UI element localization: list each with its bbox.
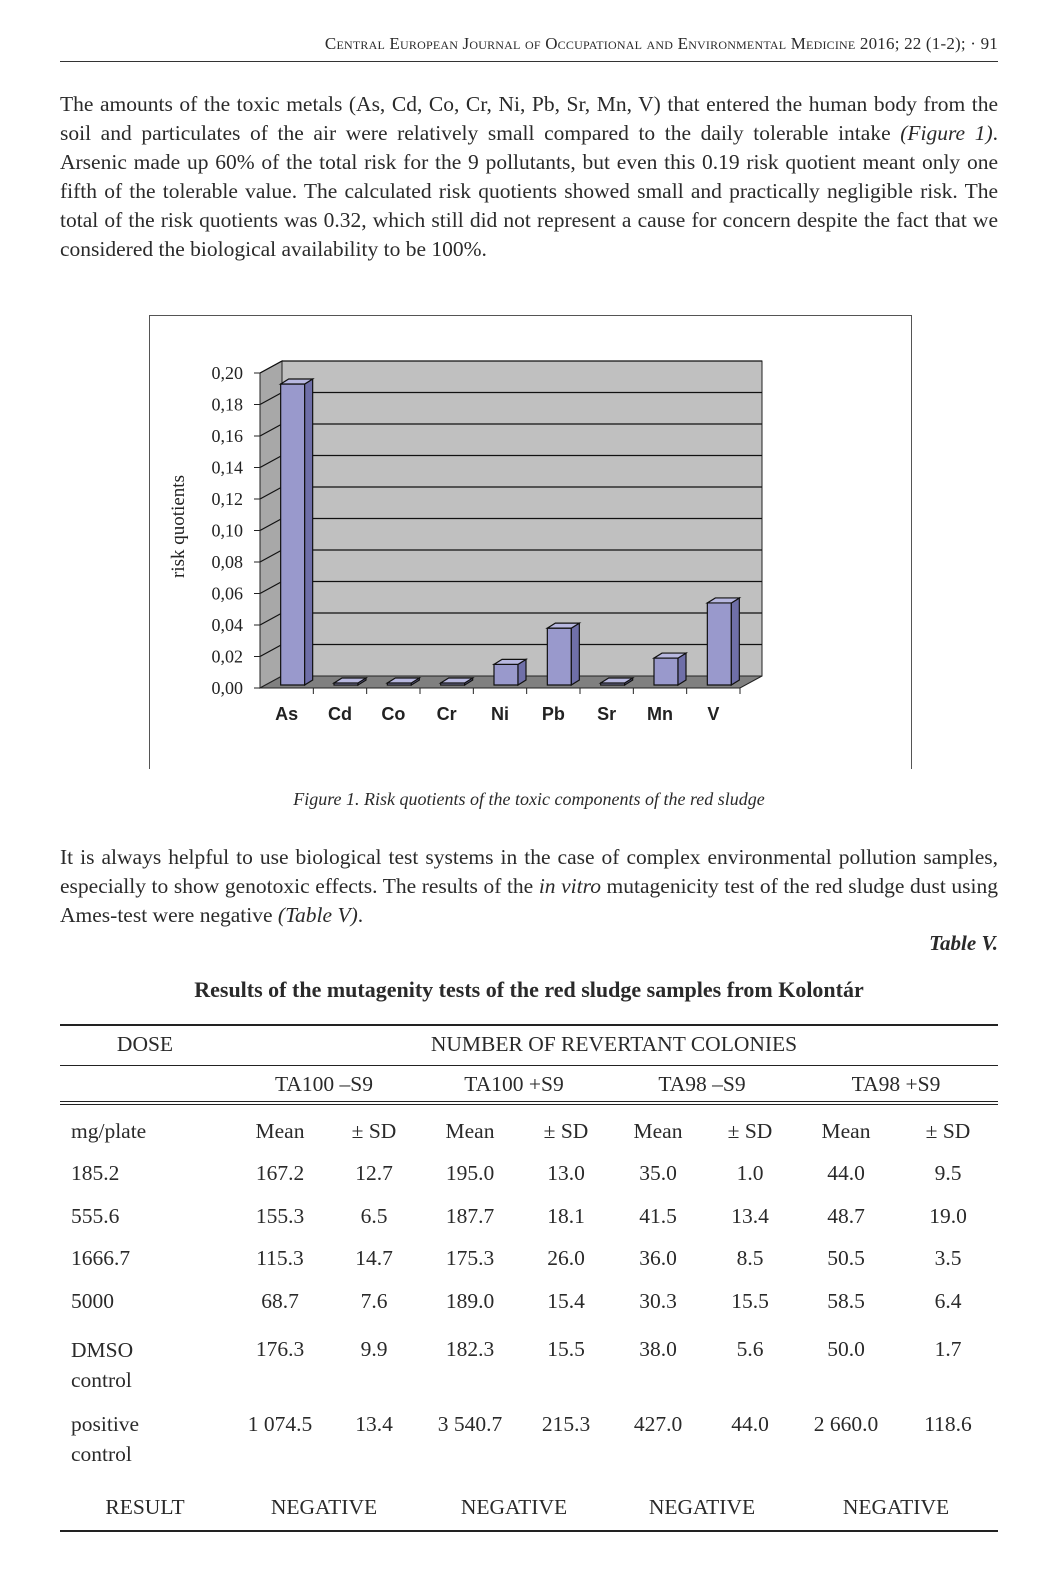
- mean-label: Mean: [445, 1119, 495, 1143]
- dose-cell: 185.2: [71, 1161, 120, 1185]
- dose-cell: 5000: [71, 1289, 114, 1313]
- value-cell: 41.5: [639, 1204, 677, 1228]
- italic-term: in vitro: [538, 874, 601, 898]
- value-cell: 9.9: [360, 1337, 388, 1361]
- paragraph-risk: [60, 90, 998, 264]
- value-cell: 44.0: [731, 1412, 769, 1436]
- y-tick-label: 0,14: [211, 457, 243, 478]
- dose-cell: 555.6: [71, 1204, 120, 1228]
- result-row: [60, 1491, 998, 1531]
- value-cell: 115.3: [256, 1246, 304, 1270]
- x-tick-label: Sr: [597, 704, 617, 724]
- dose-line: control: [71, 1368, 132, 1392]
- risk-quotient-chart: [150, 316, 911, 769]
- dose-line: positive: [71, 1412, 140, 1436]
- table-title: Results of the mutagenity tests of the red sludge samples from Kolontár: [194, 977, 864, 1002]
- paragraph-ames: [60, 843, 998, 930]
- value-cell: 26.0: [547, 1246, 585, 1270]
- running-header: [60, 33, 998, 62]
- y-tick-label: 0,12: [211, 489, 243, 509]
- bar-front: [547, 628, 571, 685]
- value-cell: 35.0: [639, 1161, 677, 1185]
- value-cell: 2 660.0: [813, 1412, 879, 1436]
- y-tick-label: 0,10: [211, 520, 243, 541]
- y-tick-label: 0,02: [211, 646, 243, 667]
- bar-front: [654, 658, 678, 685]
- x-tick-label: Ni: [491, 704, 509, 724]
- bar-side: [305, 379, 313, 685]
- journal-citation: 2016; 22 (1-2); · 91: [859, 34, 998, 53]
- text-span: . Arsenic made up 60% of the total risk for the 9 pollutants, but even this 0.19 risk quotient meant only one fifth of the tolerable value. The calculated risk quotients showed small and practically negligible risk. The total of the risk quotients was 0.32, which still did not represent a cause for concern despite the fact that we considered the biological availability to be 100%.: [60, 121, 998, 261]
- result-label: RESULT: [105, 1495, 185, 1519]
- text-span: mutagenicity test of the red sludge dust using Ames-test were negative: [60, 874, 998, 927]
- bar-front: [494, 664, 518, 685]
- value-cell: 215.3: [541, 1412, 591, 1436]
- y-tick-label: 0,18: [211, 394, 243, 415]
- x-tick-label: Pb: [541, 704, 565, 724]
- y-tick-label: 0,16: [211, 426, 243, 446]
- sd-label: ± SD: [727, 1119, 773, 1143]
- value-cell: 44.0: [827, 1161, 865, 1185]
- header-row: [60, 1025, 998, 1065]
- sd-label: ± SD: [351, 1119, 397, 1143]
- y-tick-label: 0,08: [211, 552, 243, 572]
- value-cell: 15.5: [547, 1337, 585, 1361]
- y-axis-label: risk quotients: [168, 475, 189, 578]
- value-cell: 14.7: [355, 1246, 393, 1270]
- bar-V: [707, 598, 739, 685]
- value-cell: 176.3: [255, 1337, 305, 1361]
- group-header: NUMBER OF REVERTANT COLONIES: [430, 1032, 798, 1056]
- value-cell: 195.0: [445, 1161, 495, 1185]
- strain-row: [60, 1065, 998, 1103]
- y-tick-label: 0,06: [211, 583, 243, 604]
- figure-caption: Figure 1. Risk quotients of the toxic components of the red sludge: [293, 789, 765, 809]
- table-row: [60, 1279, 998, 1322]
- strain-header: TA98 +S9: [851, 1071, 941, 1096]
- subheader-row: [60, 1103, 998, 1151]
- table-row: [60, 1151, 998, 1194]
- table-reference: (Table V): [277, 903, 358, 927]
- value-cell: 13.4: [731, 1204, 769, 1228]
- value-cell: 7.6: [360, 1289, 388, 1313]
- value-cell: 6.4: [934, 1289, 962, 1313]
- figure-reference: (Figure 1): [900, 121, 993, 145]
- value-cell: 50.0: [827, 1337, 865, 1361]
- value-cell: 19.0: [929, 1204, 967, 1228]
- value-cell: 58.5: [827, 1289, 865, 1313]
- sd-label: ± SD: [925, 1119, 971, 1143]
- strain-header: TA98 –S9: [658, 1071, 746, 1096]
- value-cell: 189.0: [445, 1289, 495, 1313]
- table-row: [60, 1236, 998, 1279]
- bar-As: [281, 379, 313, 685]
- table-row: [60, 1399, 998, 1491]
- value-cell: 5.6: [736, 1337, 764, 1361]
- result-cell: NEGATIVE: [842, 1495, 950, 1519]
- value-cell: 15.5: [731, 1289, 769, 1313]
- x-tick-label: As: [275, 704, 299, 724]
- dose-line: DMSO: [71, 1338, 134, 1362]
- result-cell: NEGATIVE: [648, 1495, 756, 1519]
- text-span: The amounts of the toxic metals (As, Cd, Co, Cr, Ni, Pb, Sr, Mn, V) that entered the human body from the soil and particulates of the air were relatively small compared to the daily tolerable intake: [60, 92, 998, 145]
- value-cell: 13.0: [547, 1161, 585, 1185]
- result-cell: NEGATIVE: [270, 1495, 378, 1519]
- table-row: [60, 1322, 998, 1399]
- x-tick-label: Co: [381, 704, 406, 724]
- y-tick-label: 0,00: [211, 678, 243, 698]
- bar-front: [281, 384, 305, 685]
- value-cell: 175.3: [445, 1246, 495, 1270]
- bar-side: [731, 598, 739, 685]
- unit-label: mg/plate: [71, 1119, 147, 1143]
- value-cell: 6.5: [360, 1204, 388, 1228]
- mean-label: Mean: [633, 1119, 683, 1143]
- value-cell: 3.5: [934, 1246, 962, 1270]
- empty-cell: [60, 1065, 230, 1103]
- strain-header: TA100 –S9: [274, 1071, 374, 1096]
- mean-label: Mean: [821, 1119, 871, 1143]
- value-cell: 13.4: [355, 1412, 393, 1436]
- dose-line: control: [71, 1442, 132, 1466]
- value-cell: 50.5: [827, 1246, 865, 1270]
- value-cell: 1.0: [736, 1161, 764, 1185]
- dose-header: DOSE: [116, 1032, 174, 1056]
- value-cell: 38.0: [639, 1337, 677, 1361]
- value-cell: 182.3: [445, 1337, 495, 1361]
- value-cell: 48.7: [827, 1204, 865, 1228]
- sd-label: ± SD: [543, 1119, 589, 1143]
- value-cell: 1 074.5: [247, 1412, 313, 1436]
- value-cell: 118.6: [924, 1412, 972, 1436]
- result-cell: NEGATIVE: [460, 1495, 568, 1519]
- value-cell: 36.0: [639, 1246, 677, 1270]
- y-tick-label: 0,20: [211, 363, 243, 383]
- bar-Mn: [654, 653, 686, 685]
- dose-cell: 1666.7: [71, 1246, 131, 1270]
- x-tick-label: Cr: [436, 704, 457, 724]
- figure-1: [149, 315, 912, 769]
- value-cell: 12.7: [355, 1161, 393, 1185]
- value-cell: 8.5: [736, 1246, 764, 1270]
- value-cell: 18.1: [547, 1204, 585, 1228]
- dose-cell: [60, 1322, 230, 1399]
- results-table: [60, 1024, 998, 1532]
- mean-label: Mean: [255, 1119, 305, 1143]
- value-cell: 68.7: [261, 1289, 299, 1313]
- x-tick-label: Cd: [328, 704, 352, 724]
- dose-cell: [60, 1399, 230, 1491]
- text-span: .: [357, 903, 364, 927]
- text-span: It is always helpful to use biological test systems in the case of complex environmental pollution samples, especially to show genotoxic effects. The results of the: [60, 845, 998, 898]
- value-cell: 30.3: [639, 1289, 677, 1313]
- x-tick-label: V: [707, 704, 720, 724]
- value-cell: 155.3: [255, 1204, 305, 1228]
- table-row: [60, 1194, 998, 1236]
- value-cell: 1.7: [934, 1337, 962, 1361]
- journal-name: Central European Journal of Occupational and Environmental Medicine: [324, 34, 856, 53]
- value-cell: 167.2: [255, 1161, 305, 1185]
- bar-Pb: [547, 623, 579, 685]
- bar-side: [571, 623, 579, 685]
- x-tick-label: Mn: [647, 704, 673, 724]
- value-cell: 3 540.7: [437, 1412, 503, 1436]
- value-cell: 187.7: [445, 1204, 495, 1228]
- value-cell: 15.4: [547, 1289, 585, 1313]
- bar-front: [707, 603, 731, 685]
- value-cell: 9.5: [934, 1161, 962, 1185]
- value-cell: 427.0: [633, 1412, 683, 1436]
- strain-header: TA100 +S9: [464, 1071, 564, 1096]
- bar-Ni: [494, 659, 526, 685]
- table-label: Table V.: [929, 931, 998, 955]
- y-tick-label: 0,04: [211, 615, 243, 635]
